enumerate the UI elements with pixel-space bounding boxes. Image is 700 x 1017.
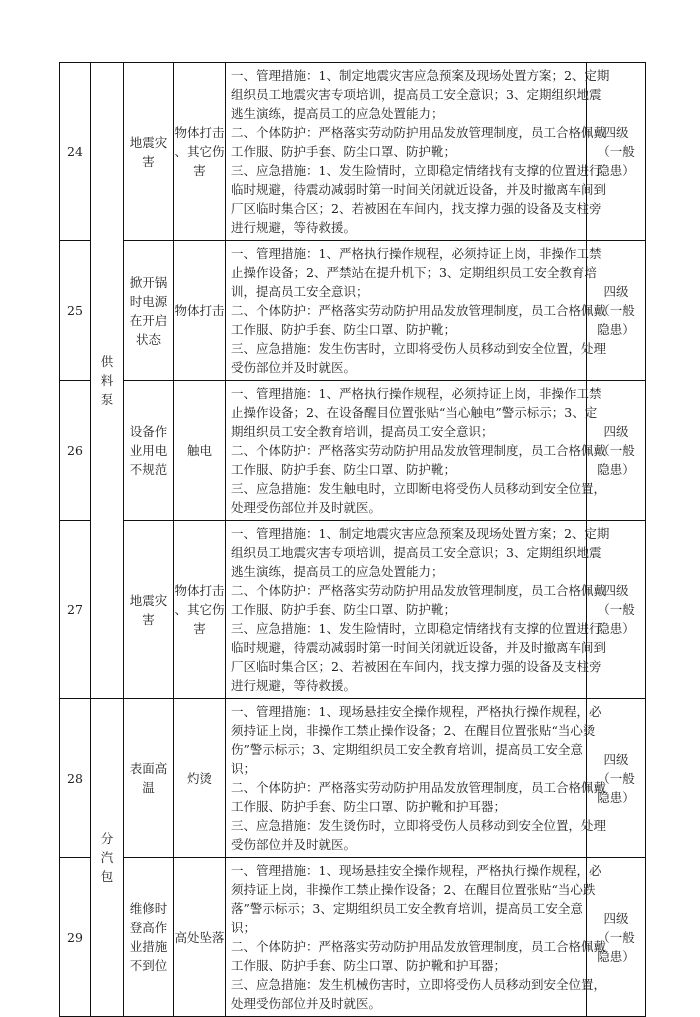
table-row (60, 521, 646, 699)
hazard-cell: 物体打击 (174, 241, 226, 381)
area-label-char: 汽 (100, 850, 114, 865)
risk-level-cell: 四级 （一般 隐患） (587, 699, 646, 858)
row-number: 28 (60, 699, 91, 858)
table-row (60, 381, 646, 521)
risk-level-cell: 四级 （一般 隐患） (587, 63, 646, 241)
hazard-cell: 物体打击 、其它伤 害 (174, 521, 226, 699)
area-label (93, 829, 121, 886)
area-label-char: 泵 (100, 392, 114, 407)
measures-cell: 一、管理措施：1、制定地震灾害应急预案及现场处置方案；2、定期 组织员工地震灾害专项培训，提高员工安全意识；3、定期组织地震 逃生演练，提高员工的应急处置能力； 二、个体防护：严格落实劳动防护用品发放管理制度，员工合格佩戴 工作服、防护手套、防尘口罩、防护靴； 三、应急措施：1、发生险情时，立即稳定情绪找有支撑的位置进行 临时规避，待震动减弱时第一时间关闭就近设备，并及时撤离车间到 厂区临时集合区；2、若被困在车间内，找支撑力强的设备及支柱旁 进行规避，等待救援。 (226, 521, 587, 699)
row-number: 25 (60, 241, 91, 381)
task-cell: 掀开锅 时电源 在开启 状态 (124, 241, 174, 381)
risk-level-cell: 四级 （一般 隐患） (587, 858, 646, 1017)
hazard-cell: 灼烫 (174, 699, 226, 858)
row-number: 26 (60, 381, 91, 521)
table-row (60, 241, 646, 381)
task-cell: 地震灾 害 (124, 63, 174, 241)
task-cell: 地震灾 害 (124, 521, 174, 699)
risk-level-cell: 四级 （一般 隐患） (587, 521, 646, 699)
risk-level-cell: 四级 （一般 隐患） (587, 381, 646, 521)
measures-cell: 一、管理措施：1、现场悬挂安全操作规程，严格执行操作规程，必 须持证上岗，非操作工禁止操作设备；2、在醒目位置张贴“当心跌 落”警示标示；3、定期组织员工安全教育培训，提高员工安全意 识； 二、个体防护：严格落实劳动防护用品发放管理制度，员工合格佩戴 工作服、防护手套、防尘口罩、防护靴和护耳器； 三、应急措施：发生机械伤害时，立即将受伤人员移动到安全位置， 处理受伤部位并及时就医。 (226, 858, 587, 1017)
hazard-cell: 触电 (174, 381, 226, 521)
task-cell: 设备作 业用电 不规范 (124, 381, 174, 521)
measures-cell: 一、管理措施：1、现场悬挂安全操作规程，严格执行操作规程，必 须持证上岗，非操作工禁止操作设备；2、在醒目位置张贴“当心烫 伤”警示标示；3、定期组织员工安全教育培训，提高员工安全意 识； 二、个体防护：严格落实劳动防护用品发放管理制度，员工合格佩戴 工作服、防护手套、防尘口罩、防护靴和护耳器； 三、应急措施：发生烫伤时，立即将受伤人员移动到安全位置，处理 受伤部位并及时就医。 (226, 699, 587, 858)
row-number: 29 (60, 858, 91, 1017)
area-cell (91, 63, 124, 699)
area-label (93, 352, 121, 409)
risk-level-cell: 四级 （一般 隐患） (587, 241, 646, 381)
task-cell: 表面高 温 (124, 699, 174, 858)
row-number: 24 (60, 63, 91, 241)
area-label-char: 分 (100, 831, 114, 846)
hazard-cell: 高处坠落 (174, 858, 226, 1017)
hazard-cell: 物体打击 、其它伤 害 (174, 63, 226, 241)
hazard-table (59, 62, 646, 1017)
table-row (60, 858, 646, 1017)
measures-cell: 一、管理措施：1、严格执行操作规程，必须持证上岗，非操作工禁 止操作设备；2、严禁站在提升机下；3、定期组织员工安全教育培 训，提高员工安全意识； 二、个体防护：严格落实劳动防护用品发放管理制度，员工合格佩戴 工作服、防护手套、防尘口罩、防护靴； 三、应急措施：发生伤害时，立即将受伤人员移动到安全位置，处理 受伤部位并及时就医。 (226, 241, 587, 381)
area-label-char: 供 (100, 354, 114, 369)
area-label-char: 料 (100, 373, 114, 388)
area-cell (91, 699, 124, 1017)
measures-cell: 一、管理措施：1、制定地震灾害应急预案及现场处置方案；2、定期 组织员工地震灾害专项培训，提高员工安全意识；3、定期组织地震 逃生演练，提高员工的应急处置能力； 二、个体防护：严格落实劳动防护用品发放管理制度，员工合格佩戴 工作服、防护手套、防尘口罩、防护靴； 三、应急措施：1、发生险情时，立即稳定情绪找有支撑的位置进行 临时规避，待震动减弱时第一时间关闭就近设备，并及时撤离车间到 厂区临时集合区；2、若被困在车间内，找支撑力强的设备及支柱旁 进行规避，等待救援。 (226, 63, 587, 241)
table-row (60, 699, 646, 858)
row-number: 27 (60, 521, 91, 699)
task-cell: 维修时 登高作 业措施 不到位 (124, 858, 174, 1017)
area-label-char: 包 (100, 869, 114, 884)
table-row (60, 63, 646, 241)
measures-cell: 一、管理措施：1、严格执行操作规程，必须持证上岗，非操作工禁 止操作设备；2、在设备醒目位置张贴“当心触电”警示标示；3、定 期组织员工安全教育培训，提高员工安全意识； 二、个体防护：严格落实劳动防护用品发放管理制度，员工合格佩戴 工作服、防护手套、防尘口罩、防护靴； 三、应急措施：发生触电时，立即断电将受伤人员移动到安全位置， 处理受伤部位并及时就医。 (226, 381, 587, 521)
